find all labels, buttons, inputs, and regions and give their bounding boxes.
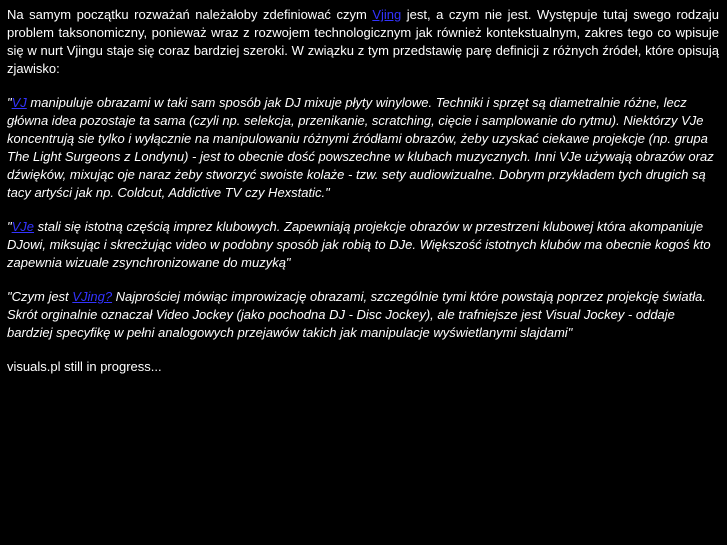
vje-link[interactable]: VJe (11, 219, 35, 234)
intro-paragraph (7, 6, 719, 78)
quote-vj-definition (7, 94, 719, 202)
vjing-link[interactable]: Vjing (372, 7, 402, 22)
quote-vje-clubs (7, 218, 719, 272)
quote-vjing-text: Najprościej mówiąc improwizację obrazami, szczególnie tymi które powstają poprzez projekcję światła. Skrót orginalnie oznaczał Video Jockey (jako pochodna DJ - Disc Jockey), ale trafniejsze jest Visual Jockey - oddaje bardziej specyfikę w pełni analogowych przejawów takich jak manipulacje wyświetlanymi slajdami" (7, 289, 706, 340)
quote-open-mark: " (7, 219, 12, 234)
quote-vjing-lead: "Czym jest (7, 289, 73, 304)
quote-vje-text: stali się istotną częścią imprez klubowych. Zapewniają projekcje obrazów w przestrzeni klubowej która akompaniuje DJowi, miksując i skrecżując video w podobny sposób jak robią to DJe. Większość istotnych klubów ma obecnie kogoś kto zapewnia wizuale zsynchronizowane do muzyką" (7, 219, 711, 270)
vj-link[interactable]: VJ (11, 95, 27, 110)
footer-status: visuals.pl still in progress... (7, 359, 162, 374)
quote-open-mark: " (7, 95, 12, 110)
quote-vjing-definition (7, 288, 719, 342)
quote-vj-text: manipuluje obrazami w taki sam sposób jak DJ mixuje płyty winylowe. Techniki i sprzęt są diametralnie różne, lecz główna idea pozostaje ta sama (czyli np. selekcja, przenikanie, scratching, cięcie i samplowanie do rytmu). Niektórzy VJe koncentrują sie tylko i wyłącznie na manipulowaniu różnymi źródłami obrazów, żeby uzyskać ciekawe projekcje (np. grupa The Light Surgeons z Londynu) - jest to obecnie dość powszechne w klubach muzycznych. Inni VJe używają obrazów oraz dźwięków, mixując oje naraz żeby stworzyć swoiste kolaże - tzw. sety audiowizualne. Dobrym przykładem tych drugich są tacy artyści jak np. Coldcut, Addictive TV czy Hexstatic." (7, 95, 714, 200)
intro-text-rest: jest, a czym nie jest. Występuje tutaj swego rodzaju problem taksonomiczny, ponieważ wraz z rozwojem technologicznym jak również kontekstualnym, zakres tego co wpisuje się w nurt Vjingu staje się coraz bardziej szeroki. W związku z tym przedstawię parę definicji z różnych źródeł, które opisują zjawisko: (7, 7, 719, 76)
intro-text-start: Na samym początku rozważań należałoby zdefiniować czym (7, 7, 373, 22)
vjing-question-link[interactable]: VJing? (72, 289, 113, 304)
